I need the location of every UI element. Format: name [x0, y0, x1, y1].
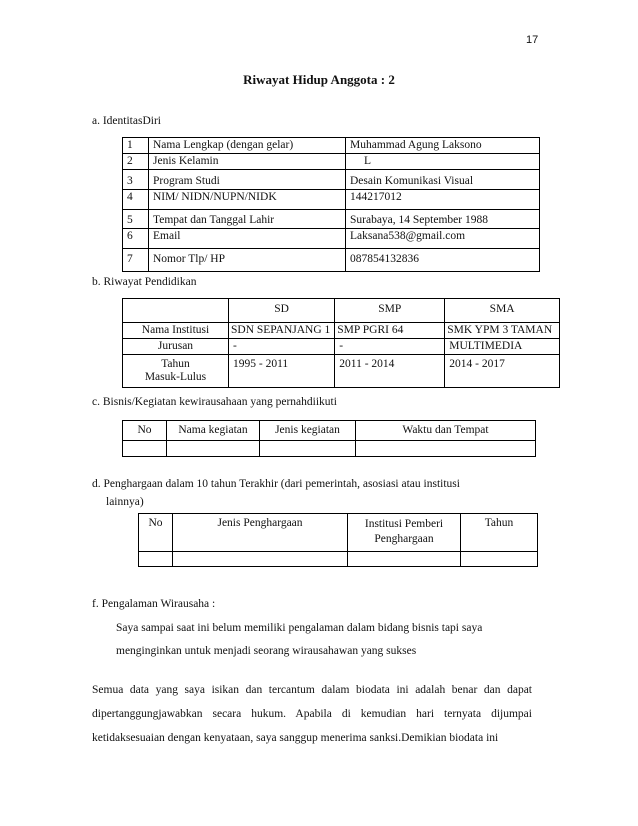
education-table [122, 298, 560, 388]
row-label: Nama Institusi [123, 323, 229, 339]
table-row [123, 249, 540, 272]
header-jenis-kegiatan: Jenis kegiatan [260, 421, 356, 441]
header-sd: SD [229, 299, 335, 323]
cell-value: SMP PGRI 64 [335, 323, 445, 339]
row-number: 6 [123, 229, 149, 249]
identity-table [122, 137, 540, 272]
table-row [139, 552, 538, 567]
header-jenis-penghargaan: Jenis Penghargaan [173, 514, 348, 552]
business-table [122, 420, 536, 457]
table-row [123, 323, 560, 339]
field-value: 144217012 [346, 190, 540, 210]
cell-value: 2014 - 2017 [445, 355, 560, 388]
field-value: Surabaya, 14 September 1988 [346, 210, 540, 229]
empty-cell [260, 441, 356, 457]
section-d-label-continued: lainnya) [106, 496, 144, 508]
cell-value: - [335, 339, 445, 355]
table-row [123, 421, 536, 441]
field-label: Jenis Kelamin [149, 154, 346, 170]
closing-paragraph: Semua data yang saya isikan dan tercantum dalam biodata ini adalah benar dan dapat dipertanggungjawabkan secara hukum. Apabila di kemudian hari ternyata dijumpai ketidaksesuaian dengan kenyataan, saya sanggup menerima sanksi.Demikian biodata ini [92, 684, 532, 744]
page-title: Riwayat Hidup Anggota : 2 [243, 72, 395, 87]
field-value: Muhammad Agung Laksono [346, 138, 540, 154]
field-label: Email [149, 229, 346, 249]
field-label: NIM/ NIDN/NUPN/NIDK [149, 190, 346, 210]
cell-value: 2011 - 2014 [335, 355, 445, 388]
table-row [139, 514, 538, 552]
table-row [123, 441, 536, 457]
table-row [123, 138, 540, 154]
section-a-label: a. IdentitasDiri [92, 115, 161, 127]
field-value: 087854132836 [346, 249, 540, 272]
empty-cell [123, 441, 167, 457]
cell-value: 1995 - 2011 [229, 355, 335, 388]
section-c-label: c. Bisnis/Kegiatan kewirausahaan yang pernahdiikuti [92, 396, 337, 408]
field-value: Desain Komunikasi Visual [346, 170, 540, 190]
row-number: 7 [123, 249, 149, 272]
header-sma: SMA [445, 299, 560, 323]
empty-cell [348, 552, 461, 567]
page-number: 17 [526, 34, 539, 46]
header-institusi-pemberi: Institusi Pemberi Penghargaan [348, 514, 461, 552]
table-row [123, 210, 540, 229]
empty-cell [167, 441, 260, 457]
header-no: No [139, 514, 173, 552]
header-waktu-tempat: Waktu dan Tempat [356, 421, 536, 441]
header-smp: SMP [335, 299, 445, 323]
header-tahun: Tahun [461, 514, 538, 552]
field-value: L [346, 154, 540, 170]
table-row [123, 339, 560, 355]
field-label: Nomor Tlp/ HP [149, 249, 346, 272]
empty-cell [123, 299, 229, 323]
row-number: 5 [123, 210, 149, 229]
table-row [123, 190, 540, 210]
section-f-label: f. Pengalaman Wirausaha : [92, 598, 216, 610]
cell-value: SDN SEPANJANG 1 [229, 323, 335, 339]
cell-value: MULTIMEDIA [445, 339, 560, 355]
experience-text-line1: Saya sampai saat ini belum memiliki pengalaman dalam bidang bisnis tapi saya [116, 622, 483, 634]
field-label: Tempat dan Tanggal Lahir [149, 210, 346, 229]
empty-cell [461, 552, 538, 567]
section-b-label: b. Riwayat Pendidikan [92, 276, 197, 288]
empty-cell [139, 552, 173, 567]
section-d-label: d. Penghargaan dalam 10 tahun Terakhir (dari pemerintah, asosiasi atau institusi [92, 478, 460, 490]
table-row [123, 355, 560, 388]
row-label: Tahun Masuk-Lulus [123, 355, 229, 388]
table-row [123, 170, 540, 190]
row-number: 4 [123, 190, 149, 210]
row-number: 3 [123, 170, 149, 190]
empty-cell [173, 552, 348, 567]
field-label: Nama Lengkap (dengan gelar) [149, 138, 346, 154]
header-no: No [123, 421, 167, 441]
field-value: Laksana538@gmail.com [346, 229, 540, 249]
header-nama-kegiatan: Nama kegiatan [167, 421, 260, 441]
row-number: 2 [123, 154, 149, 170]
cell-value: - [229, 339, 335, 355]
empty-cell [356, 441, 536, 457]
awards-table [138, 513, 538, 567]
row-label: Jurusan [123, 339, 229, 355]
experience-text-line2: menginginkan untuk menjadi seorang wirausahawan yang sukses [116, 645, 417, 657]
field-label: Program Studi [149, 170, 346, 190]
row-number: 1 [123, 138, 149, 154]
table-row [123, 229, 540, 249]
table-row [123, 299, 560, 323]
cell-value: SMK YPM 3 TAMAN [445, 323, 560, 339]
table-row [123, 154, 540, 170]
